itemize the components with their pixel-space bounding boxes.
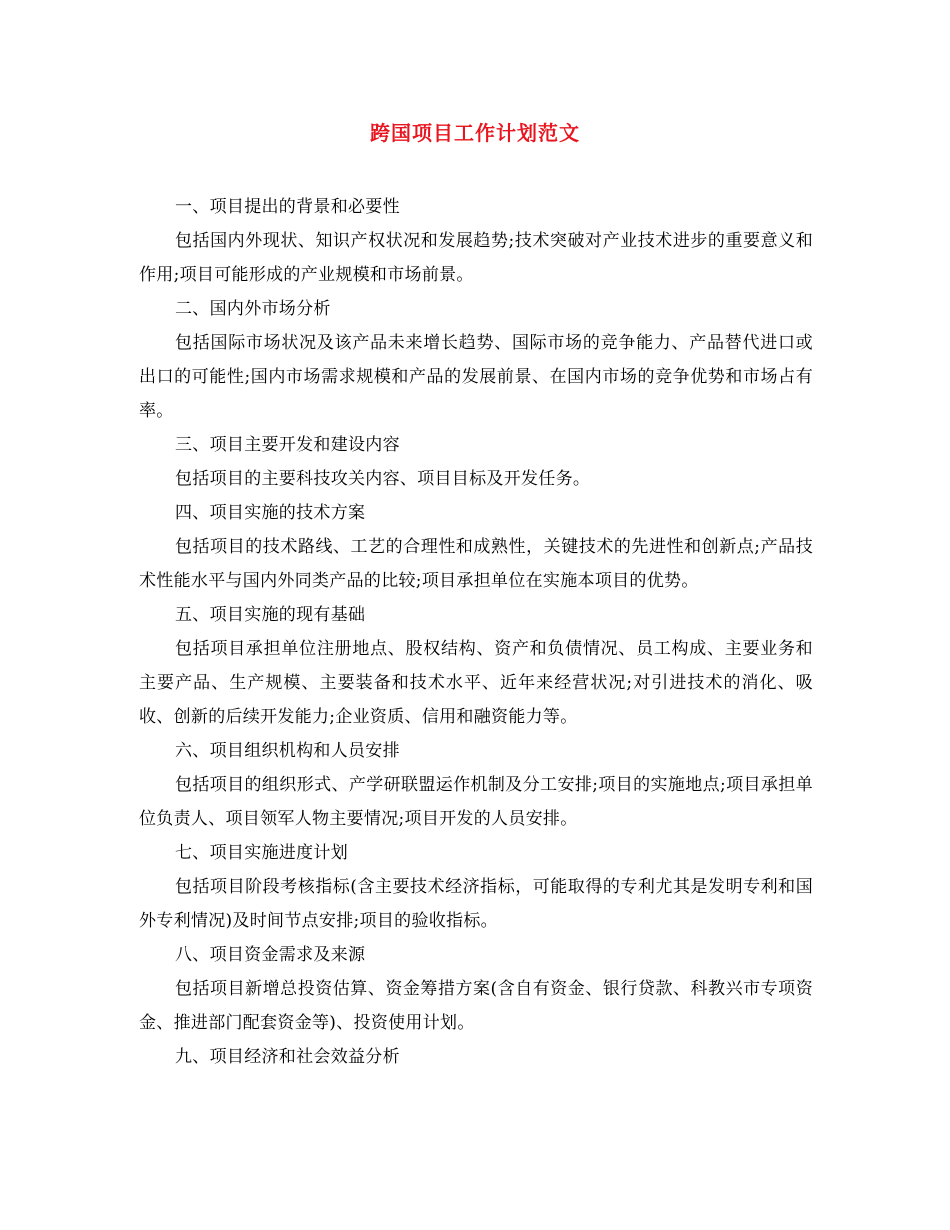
heading-organization: 六、项目组织机构和人员安排	[175, 741, 400, 761]
paragraph-schedule: 包括项目阶段考核指标(含主要技术经济指标，可能取得的专利尤其是发明专利和国外专利情况)及时间节点安排;项目的验收指标。	[139, 877, 813, 931]
paragraph-background: 包括国内外现状、知识产权状况和发展趋势;技术突破对产业技术进步的重要意义和作用;项目可能形成的产业规模和市场前景。	[139, 231, 813, 285]
heading-funding: 八、项目资金需求及来源	[175, 945, 366, 965]
paragraph-existing-foundation: 包括项目承担单位注册地点、股权结构、资产和负债情况、员工构成、主要业务和主要产品、生产规模、主要装备和技术水平、近年来经营状况;对引进技术的消化、吸收、创新的后续开发能力;企业资质、信用和融资能力等。	[139, 639, 813, 727]
heading-schedule: 七、项目实施进度计划	[175, 843, 348, 863]
paragraph-market-analysis: 包括国际市场状况及该产品未来增长趋势、国际市场的竞争能力、产品替代进口或出口的可能性;国内市场需求规模和产品的发展前景、在国内市场的竞争优势和市场占有率。	[139, 333, 813, 421]
document-body	[139, 190, 813, 1074]
heading-benefit-analysis: 九、项目经济和社会效益分析	[175, 1047, 400, 1067]
paragraph-technical-plan: 包括项目的技术路线、工艺的合理性和成熟性，关键技术的先进性和创新点;产品技术性能水平与国内外同类产品的比较;项目承担单位在实施本项目的优势。	[139, 537, 813, 591]
heading-market-analysis: 二、国内外市场分析	[175, 299, 331, 319]
paragraph-organization: 包括项目的组织形式、产学研联盟运作机制及分工安排;项目的实施地点;项目承担单位负责人、项目领军人物主要情况;项目开发的人员安排。	[139, 775, 813, 829]
document-title: 跨国项目工作计划范文	[370, 121, 580, 145]
heading-technical-plan: 四、项目实施的技术方案	[175, 503, 366, 523]
heading-development-content: 三、项目主要开发和建设内容	[175, 435, 400, 455]
heading-existing-foundation: 五、项目实施的现有基础	[175, 605, 366, 625]
paragraph-funding: 包括项目新增总投资估算、资金筹措方案(含自有资金、银行贷款、科教兴市专项资金、推进部门配套资金等)、投资使用计划。	[139, 979, 813, 1033]
paragraph-development-content: 包括项目的主要科技攻关内容、项目目标及开发任务。	[175, 469, 591, 489]
heading-background: 一、项目提出的背景和必要性	[175, 197, 400, 217]
